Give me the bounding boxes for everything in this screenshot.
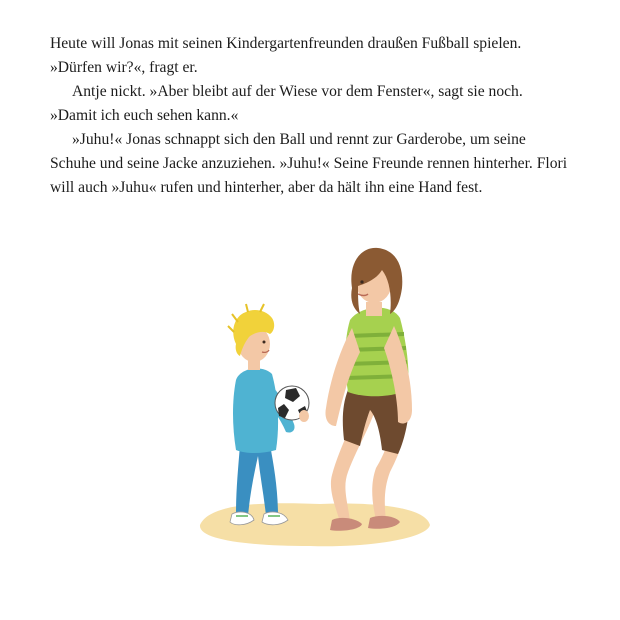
story-text bbox=[50, 32, 570, 200]
story-illustration bbox=[190, 240, 440, 560]
story-paragraph-3: »Juhu!« Jonas schnappt sich den Ball und rennt zur Garderobe, um seine Schuhe und seine Jacke anzuziehen. »Juhu!« Seine Freunde rennen hinterher. Flori will auch »Juhu« rufen und hinterher, aber da hält ihn eine Hand fest. bbox=[50, 131, 568, 196]
woman-figure bbox=[325, 248, 412, 531]
story-paragraph-2: Antje nickt. »Aber bleibt auf der Wiese vor dem Fenster«, sagt sie noch. »Damit ich euch sehen kann.« bbox=[50, 83, 523, 124]
child-figure bbox=[228, 304, 309, 525]
story-paragraph-1: Heute will Jonas mit seinen Kindergartenfreunden draußen Fußball spielen. »Dürfen wir?«, fragt er. bbox=[50, 35, 522, 76]
